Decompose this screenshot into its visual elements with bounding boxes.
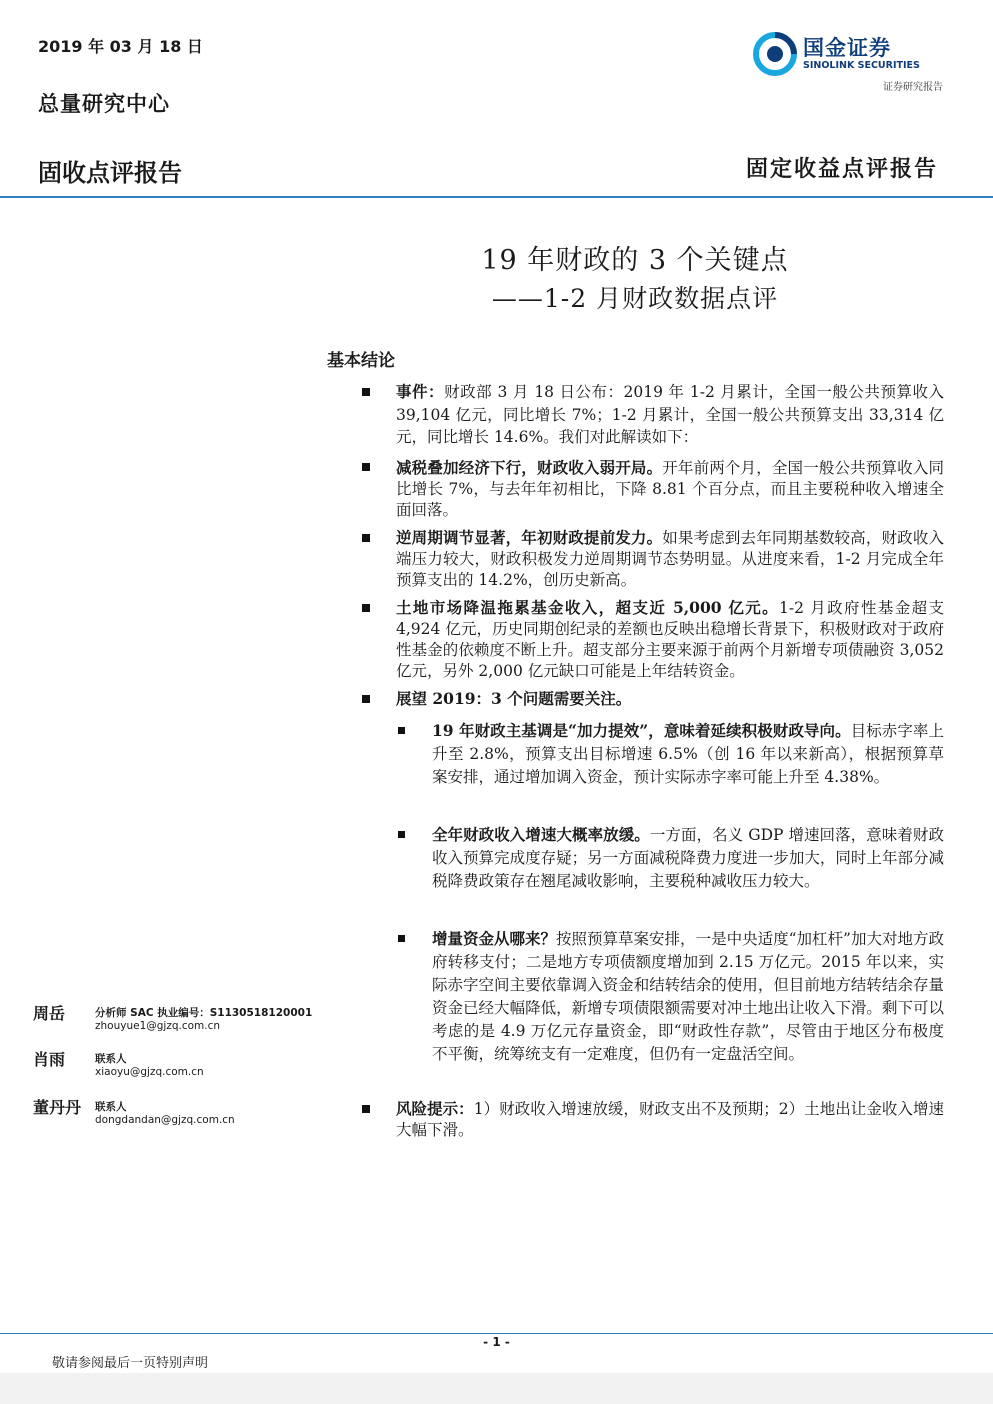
author-name: 周岳 [33,1004,66,1023]
author-name: 董丹丹 [33,1098,82,1117]
footer-bar [0,1373,993,1404]
author-email[interactable]: dongdandan@gjzq.com.cn [95,1114,235,1126]
sub-bullet-fiscal-tone: 19 年财政主基调是“加力提效”，意味着延续积极财政导向。目标赤字率上升至 2.8%，预算支出目标增速 6.5%（创 16 年以来新高），根据预算草案安排，通过增加调入资金，预计实际赤字率可能上升至 4.38%。 [432,721,944,786]
report-type-right-label: 固定收益点评报告 [745,156,938,182]
sub-bullet-revenue-slowdown: 全年财政收入增速大概率放缓。一方面，名义 GDP 增速回落，意味着财政收入预算完成度存疑；另一方面减税降费力度进一步加大，同时上年部分减税降费政策存在翘尾减收影响，主要税种减收压力较大。 [432,825,944,890]
bullet-revenue: 减税叠加经济下行，财政收入弱开局。开年前两个月，全国一般公共预算收入同比增长 7%，与去年年初相比，下降 8.81 个百分点，而且主要税种收入增速全面回落。 [396,458,944,519]
bullet-countercyclical: 逆周期调节显著，年初财政提前发力。如果考虑到去年同期基数较高，财政收入端压力较大，财政积极发力逆周期调节态势明显。从进度来看，1-2 月完成全年预算支出的 14.2%，创历史新高。 [396,528,944,589]
bullet-marker [362,695,370,703]
disclaimer-note: 敬请参阅最后一页特别声明 [52,1356,209,1371]
author-email[interactable]: zhouyue1@gjzq.com.cn [95,1020,221,1032]
page-number: - 1 - [483,1335,510,1349]
header-divider [0,196,993,198]
sub-bullet-marker [398,935,405,942]
report-date: 2019 年 03 月 18 日 [38,37,203,56]
section-title: 基本结论 [327,351,395,371]
author-email[interactable]: xiaoyu@gjzq.com.cn [95,1066,204,1078]
research-center-label: 总量研究中心 [38,91,170,116]
bullet-marker [362,388,370,396]
report-title: 19 年财政的 3 个关键点 [481,245,789,276]
bullet-event: 事件：财政部 3 月 18 日公布：2019 年 1-2 月累计，全国一般公共预算收入 39,104 亿元，同比增长 7%；1-2 月累计，全国一般公共预算支出 33,314 亿元，同比增长 14.6%。我们对此解读如下： [396,382,944,446]
bullet-outlook: 展望 2019：3 个问题需要关注。 [396,689,632,708]
author-role: 联系人 [95,1053,127,1065]
author-role: 分析师 SAC 执业编号：S1130518120001 [95,1007,313,1019]
bullet-marker [362,463,370,471]
report-subtitle: ——1-2 月财政数据点评 [491,284,779,313]
bullet-marker [362,1105,370,1113]
bullet-land-market: 土地市场降温拖累基金收入，超支近 5,000 亿元。1-2 月政府性基金超支 4,924 亿元，历史同期创纪录的差额也反映出稳增长背景下，积极财政对于政府性基金的依赖度不断上升。超支部分主要来源于前两个月新增专项债融资 3,052 亿元，另外 2,000 亿元缺口可能是上年结转资金。 [396,598,944,680]
sub-bullet-funding-source: 增量资金从哪来？按照预算草案安排，一是中央适度“加杠杆”加大对地方政府转移支付；二是地方专项债额度增加到 2.15 万亿元。2015 年以来，实际赤字空间主要依靠调入资金和结转结余的使用，但目前地方结转结余存量资金已经大幅降低，新增专项债限额需要对冲土地出让收入下滑。剩下可以考虑的是 4.9 万亿元存量资金，即“财政性存款”，尽管由于地区分布极度不平衡，统筹统支有一定难度，但仍有一定盘活空间。 [432,929,944,1063]
logo-english-name: SINOLINK SECURITIES [803,60,920,71]
logo-subtitle: 证券研究报告 [883,82,943,93]
sub-bullet-marker [398,727,405,734]
bullet-marker [362,534,370,542]
footer-divider [0,1333,993,1334]
bullet-risk: 风险提示：1）财政收入增速放缓，财政支出不及预期；2）土地出让金收入增速大幅下滑。 [396,1099,944,1139]
report-type-label: 固收点评报告 [38,159,182,187]
author-name: 肖雨 [33,1050,66,1069]
sub-bullet-marker [398,831,405,838]
sinolink-logo-icon [753,32,797,76]
company-logo [753,30,943,94]
bullet-marker [362,604,370,612]
author-role: 联系人 [95,1101,127,1113]
logo-chinese-name: 国金证券 [803,36,891,60]
